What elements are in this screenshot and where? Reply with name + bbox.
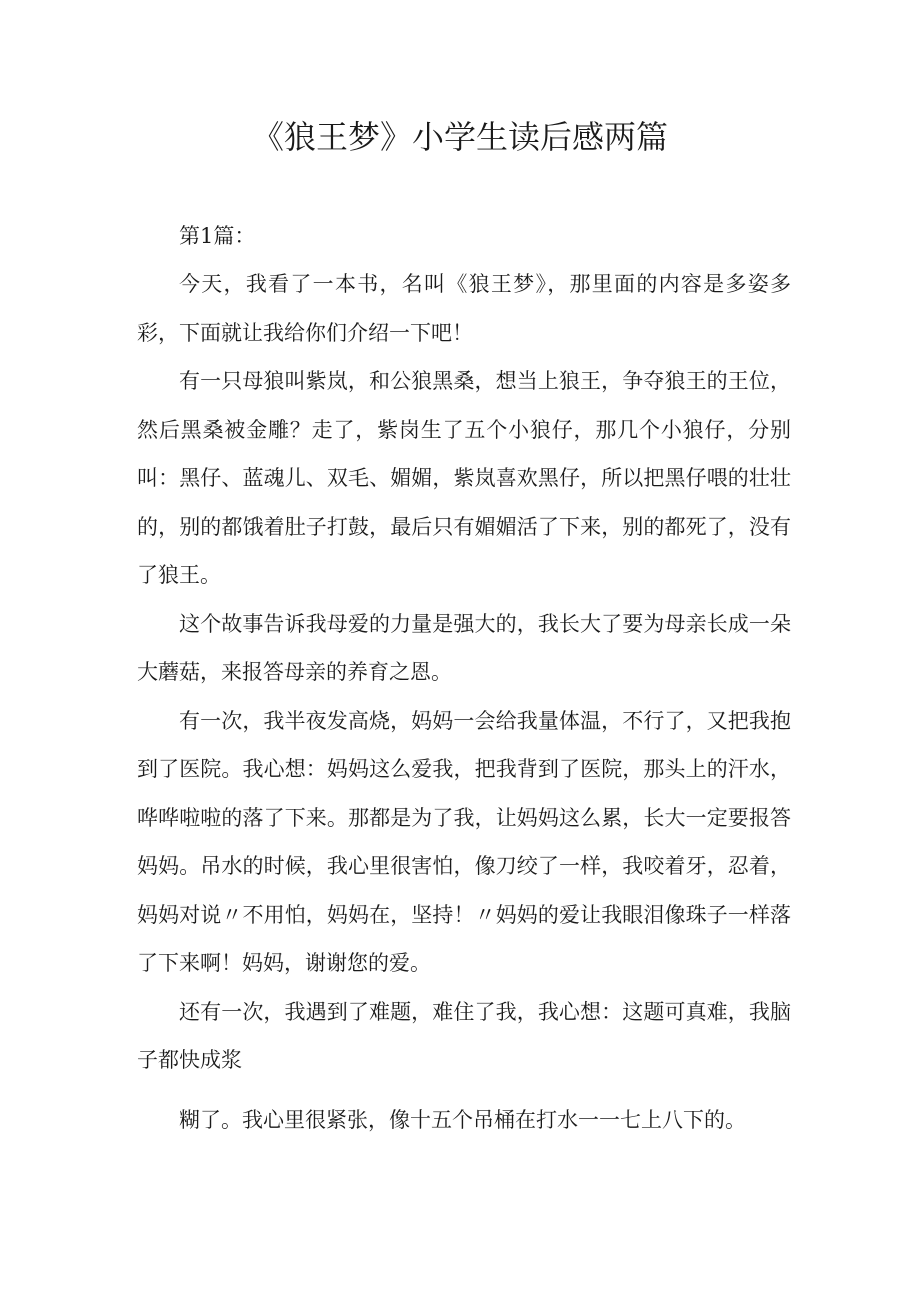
paragraph-1: 今天，我看了一本书，名叫《狼王梦》，那里面的内容是多姿多彩，下面就让我给你们介绍一下吧！ (137, 272, 791, 345)
section-heading: 第1篇： (179, 224, 256, 248)
document-body (137, 260, 791, 1085)
paragraph-2: 有一只母狼叫紫岚，和公狼黑桑，想当上狼王，争夺狼王的王位，然后黑桑被金雕？走了，紫岗生了五个小狼仔，那几个小狼仔，分别叫：黑仔、蓝魂儿、双毛、媚媚，紫岚喜欢黑仔，所以把黑仔喂的壮壮的，别的都饿着肚子打鼓，最后只有媚媚活了下来，别的都死了，没有了狼王。 (137, 369, 791, 587)
paragraph-continuation: 糊了。我心里很紧张，像十五个吊桶在打水一一七上八下的。 (179, 1108, 746, 1132)
document-title: 《狼王梦》小学生读后感两篇 (251, 118, 668, 156)
paragraph-5: 还有一次，我遇到了难题，难住了我，我心想：这题可真难，我脑子都快成浆 (137, 999, 791, 1072)
paragraph-3: 这个故事告诉我母爱的力量是强大的，我长大了要为母亲长成一朵大蘑菇，来报答母亲的养育之恩。 (137, 611, 791, 684)
paragraph-4: 有一次，我半夜发高烧，妈妈一会给我量体温，不行了，又把我抱到了医院。我心想：妈妈这么爱我，把我背到了医院，那头上的汗水，哗哗啦啦的落了下来。那都是为了我，让妈妈这么累，长大一定要报答妈妈。吊水的时候，我心里很害怕，像刀绞了一样，我咬着牙，忍着，妈妈对说〃不用怕，妈妈在，坚持！〃妈妈的爱让我眼泪像珠子一样落了下来啊！妈妈，谢谢您的爱。 (137, 708, 791, 975)
